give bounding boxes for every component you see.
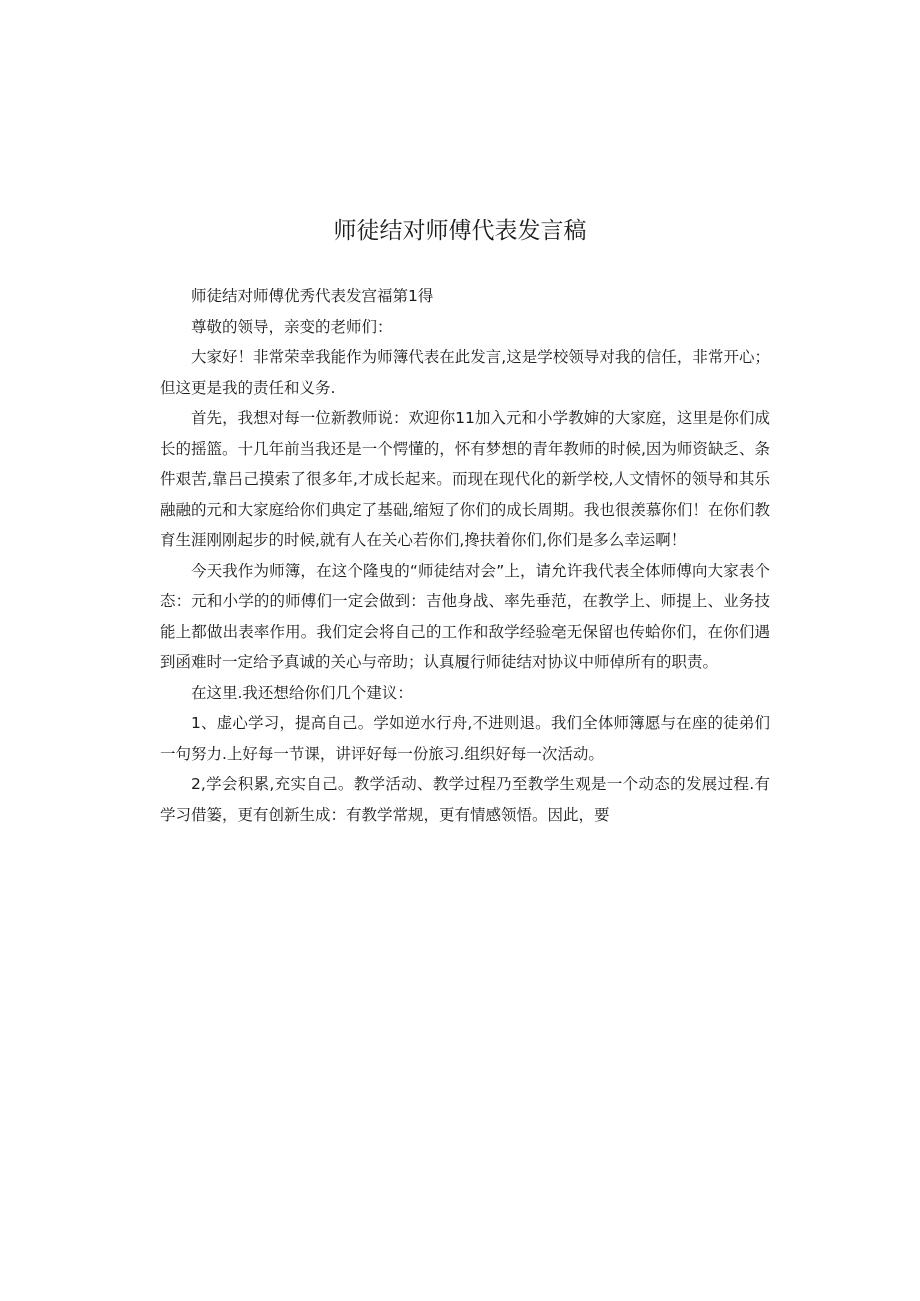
paragraph-welcome: 首先，我想对每一位新教师说：欢迎你11加入元和小学教婶的大家庭，这里是你们成长的摇篮。十几年前当我还是一个愕懂的，怀有梦想的青年教师的时候,因为师资缺乏、条件艰苦,靠吕己摸索了很多年,才成长起来。而现在现代化的新学校,人文情怀的领导和其乐融融的元和大家庭给你们典定了基础,缩短了你们的成长周期。我也很羡慕你们！在你们教育生涯刚刚起步的时候,就有人在关心若你们,搀扶着你们,你们是多么幸运啊！ [160, 409, 770, 549]
paragraph-salutation: 尊敬的领导，亲变的老师们： [191, 317, 393, 336]
paragraph-pledge: 今天我作为师簿，在这个隆曳的“师徒结对会”上，请允许我代表全体师傅向大家表个态：元和小学的的师傅们一定会做到：吉他身战、率先垂范，在教学上、师提上、业务技能上都做出表率作用。我们定会将自己的工作和敌学经验亳无保留也传蛤你们，在你们遇到函难时一定给予真诚的关心与帝助；认真履行师徒结对协议中师倬所有的职责。 [160, 561, 770, 671]
paragraph-suggestion-2: 2,学会积累,充实自己。教学活动、教学过程乃至教学生观是一个动态的发展过程.有学习借篓，更有创新生成：有教学常规，更有情感领悟。因此，要 [160, 775, 770, 824]
paragraph-greeting: 大家好！非常荣幸我能作为师簿代表在此发言,这是学校领导对我的信任，非常开心；但这更是我的责任和义务. [160, 348, 770, 397]
document-title: 师徒结对师傅代表发言稿 [333, 218, 587, 244]
paragraph-subtitle: 师徒结对师傅优秀代表发宫福第1得 [191, 287, 434, 305]
document-body [160, 281, 770, 830]
paragraph-suggestions-intro: 在这里.我还想给你们几个建议： [191, 683, 413, 702]
paragraph-suggestion-1: 1、虚心学习，提高自己。学如逆水行舟,不进则退。我们全体师簿愿与在座的徒弟们一句努力.上好每一节课，讲评好每一份旅习.组织好每一次活动。 [160, 714, 770, 763]
